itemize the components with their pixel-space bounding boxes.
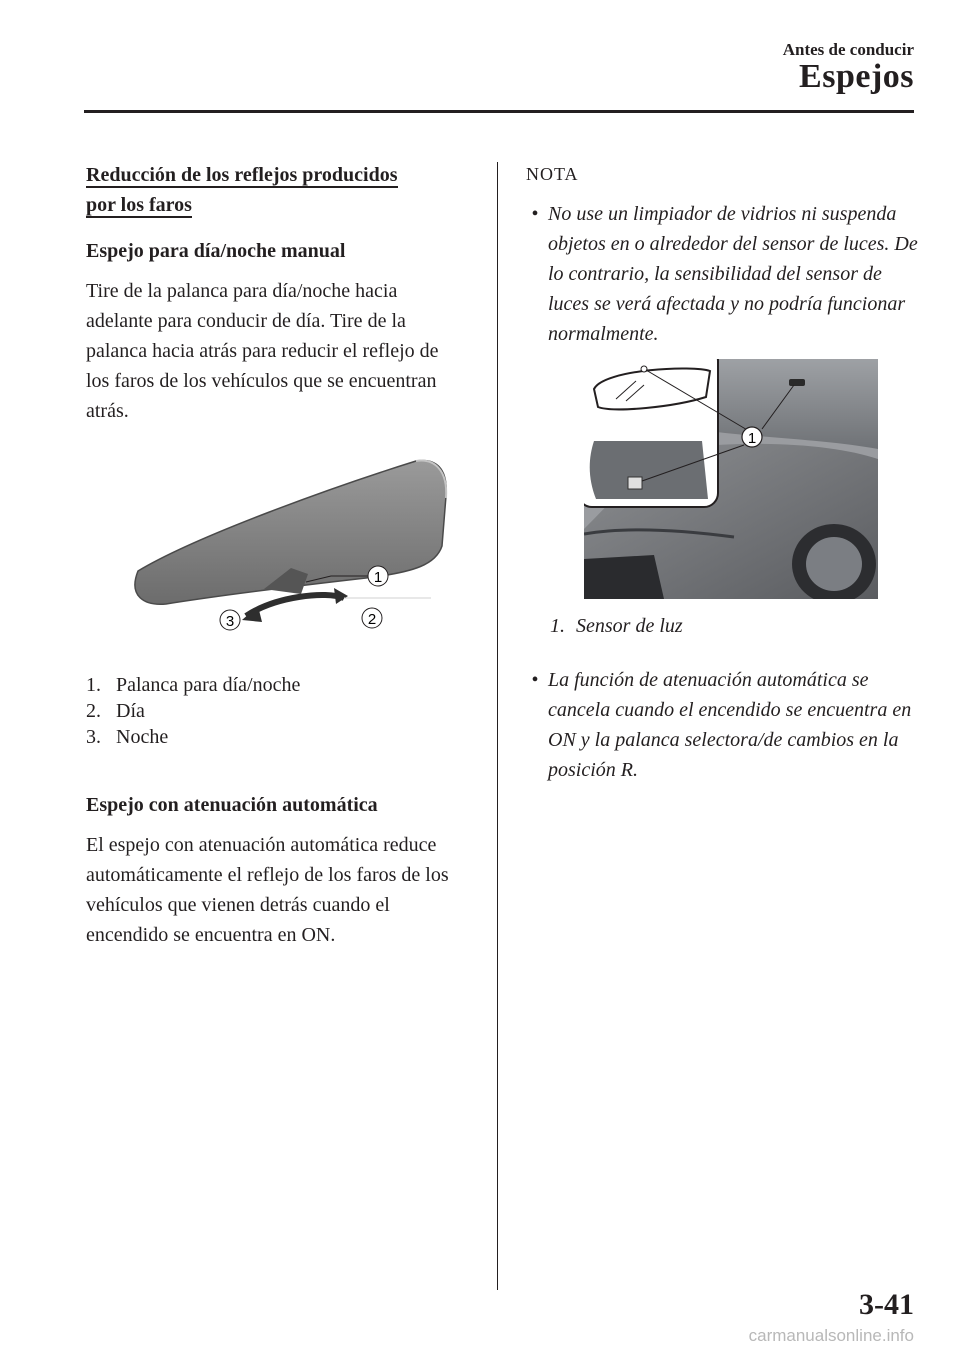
chapter-label: Antes de conducir [782, 40, 914, 59]
note-bullet-text: La función de atenuación automática se cancela cuando el encendido se encuentra en ON y la palanca selectora/de cambios en la posición R. [548, 669, 912, 781]
watermark: carmanualsonline.info [748, 1326, 914, 1345]
auto-dimming-text: El espejo con atenuación automática reduce automáticamente el reflejo de los faros de los vehículos que vienen detrás cuando el encendido se encuentra en ON. [86, 834, 449, 946]
figure-legend [86, 672, 466, 750]
column-divider [497, 162, 498, 1290]
legend-item: 1. Palanca para día/noche [86, 674, 301, 696]
right-column [522, 160, 922, 785]
day-night-mirror-figure [116, 446, 456, 646]
bullet-glyph: • [531, 203, 539, 225]
section-title-line-2: por los faros [86, 194, 192, 216]
legend-item: 2. Día [86, 700, 145, 722]
callout-1-label: 1 [373, 569, 383, 586]
sensor-callout-label: 1 [747, 430, 757, 447]
callout-2-label: 2 [367, 611, 377, 628]
bullet-glyph: • [531, 669, 539, 691]
page-number: 3-41 [859, 1288, 914, 1321]
rearview-mirror-illustration [116, 446, 456, 646]
manual-mirror-text: Tire de la palanca para día/noche hacia adelante para conducir de día. Tire de la palanca hacia atrás para reducir el reflejo de los faros de los vehículos que se encuentran atrás. [86, 280, 439, 422]
left-column [86, 160, 466, 950]
note-label: NOTA [526, 164, 579, 184]
note-bullet-text: No use un limpiador de vidrios ni suspenda objetos en o alrededor del sensor de luces. De lo contrario, la sensibilidad del sensor de luces se verá afectada y no podría funcionar normalmente. [548, 203, 918, 345]
page-title: Espejos [799, 58, 914, 95]
section-title [86, 160, 466, 220]
auto-dimming-heading: Espejo con atenuación automática [86, 794, 378, 816]
manual-mirror-heading: Espejo para día/noche manual [86, 240, 346, 262]
section-title-line-1: Reducción de los reflejos producidos [86, 164, 398, 186]
header-rule [84, 110, 914, 113]
callout-3-label: 3 [225, 613, 235, 630]
car-light-sensor-illustration [584, 359, 878, 599]
note-bullet [522, 199, 922, 349]
light-sensor-figure [584, 359, 878, 599]
figure-caption: 1. Sensor de luz [550, 615, 683, 637]
note-bullet [522, 665, 922, 785]
legend-item: 3. Noche [86, 726, 169, 748]
